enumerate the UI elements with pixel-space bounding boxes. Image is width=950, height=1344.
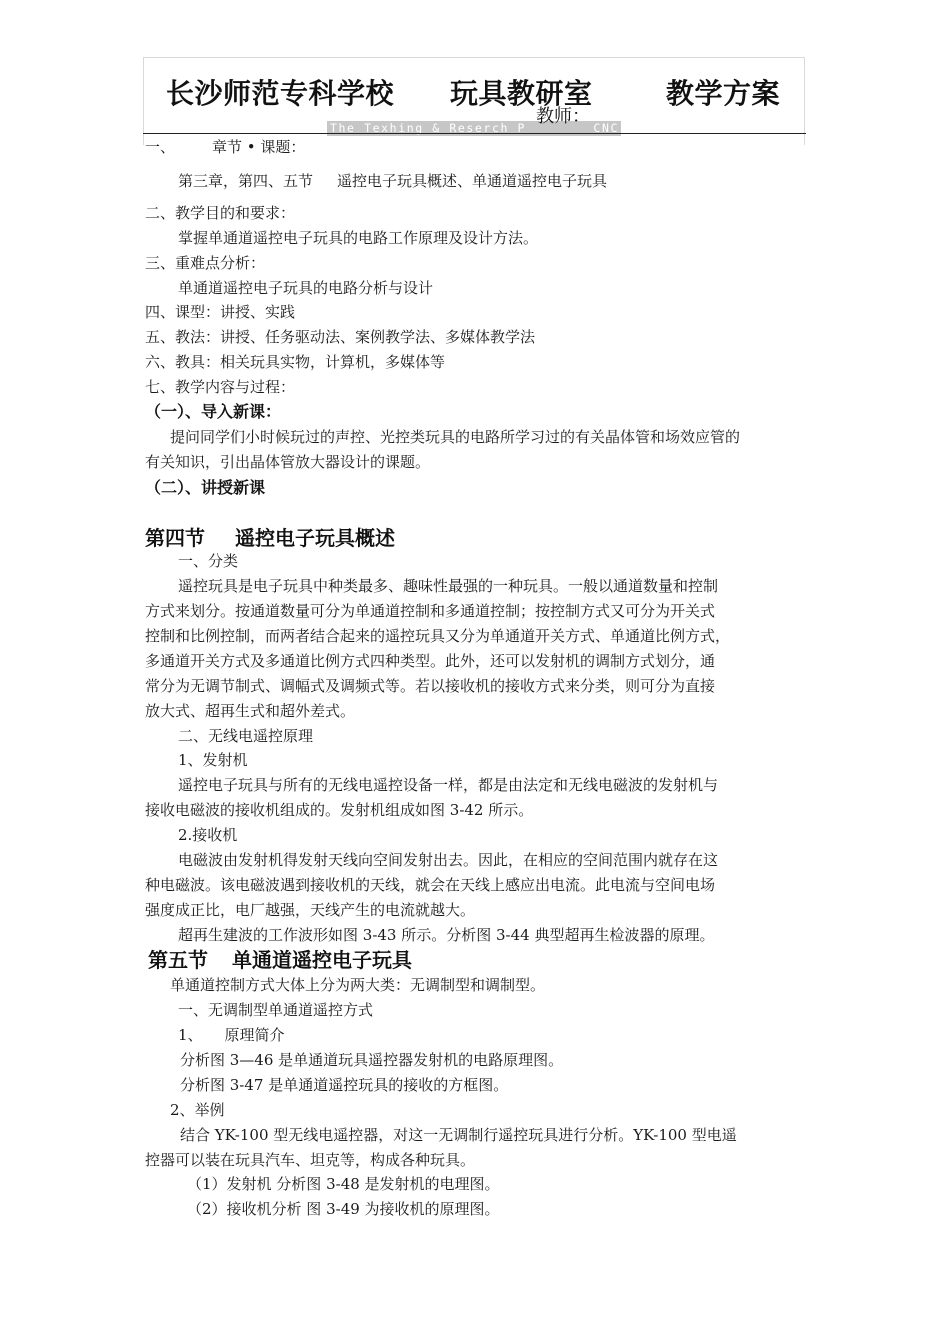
chapter-line — [178, 174, 607, 189]
section-five-heading — [148, 950, 412, 970]
superregen-line: 超再生建波的工作波形如图 3-43 所示。分析图 3-44 典型超再生检波器的原理。 — [178, 926, 715, 944]
section-1-number: 一、 — [145, 138, 176, 156]
transmitter-line-2: 接收电磁波的接收机组成的。发射机组成如图 3-42 所示。 — [145, 801, 534, 819]
section-four-title: 遥控电子玩具概述 — [235, 526, 395, 550]
section-7-line: 七、教学内容与过程： — [145, 378, 296, 396]
single-channel-intro: 单通道控制方式大体上分为两大类：无调制型和调制型。 — [170, 976, 546, 994]
section-3-content: 单通道遥控电子玩具的电路分析与设计 — [178, 279, 434, 297]
section-2-heading: 二、教学目的和要求： — [145, 204, 296, 222]
section-4-line: 四、课型：讲授、实践 — [145, 303, 296, 321]
section-5-line: 五、教法：讲授、任务驱动法、案例教学法、多媒体教学法 — [145, 328, 536, 346]
classification-line-3: 控制和比例控制，而两者结合起来的遥控玩具又分为单通道开关方式、单通道比例方式， — [145, 627, 731, 645]
section-3-heading: 三、重难点分析： — [145, 254, 266, 272]
transmitter-heading: 1、发射机 — [178, 751, 248, 769]
example-line-2: 控器可以装在玩具汽车、坦克等，构成各种玩具。 — [145, 1151, 476, 1169]
school-name: 长沙师范专科学校 — [166, 77, 395, 110]
example-receiver: （2）接收机分析 图 3-49 为接收机的原理图。 — [187, 1200, 500, 1218]
unmodulated-heading: 一、无调制型单通道遥控方式 — [178, 1001, 374, 1019]
principle-number: 1、 — [178, 1026, 203, 1044]
section-2-content: 掌握单通道遥控电子玩具的电路工作原理及设计方法。 — [178, 229, 539, 247]
radio-principle-heading: 二、无线电遥控原理 — [178, 727, 314, 745]
teacher-label: 教师： — [536, 106, 590, 127]
principle-heading — [178, 1028, 285, 1043]
document-type: 教学方案 — [666, 77, 781, 110]
section-1-title: 章节 • 课题： — [212, 138, 306, 156]
part-2-heading: （二）、讲授新课 — [145, 478, 266, 497]
department-name: 玩具教研室 — [450, 77, 593, 110]
section-6-line: 六、教具：相关玩具实物，计算机，多媒体等 — [145, 353, 446, 371]
classification-heading: 一、分类 — [178, 552, 239, 570]
receiver-heading: 2.接收机 — [178, 826, 238, 844]
transmitter-line-1: 遥控电子玩具与所有的无线电遥控设备一样，都是由法定和无线电磁波的发射机与 — [178, 776, 719, 794]
intro-paragraph-line-1: 提问同学们小时候玩过的声控、光控类玩具的电路所学习过的有关晶体管和场效应管的 — [170, 428, 741, 446]
part-1-heading: （一）、导入新课： — [145, 402, 282, 421]
classification-line-1: 遥控玩具是电子玩具中种类最多、趣味性最强的一种玩具。一般以通道数量和控制 — [178, 577, 719, 595]
principle-line-2: 分析图 3-47 是单通道遥控玩具的接收的方框图。 — [180, 1076, 509, 1094]
section-five-title: 单通道遥控电子玩具 — [232, 948, 412, 972]
section-four-number: 第四节 — [145, 526, 205, 550]
section-five-number: 第五节 — [148, 948, 208, 972]
header-rule — [143, 133, 806, 134]
principle-line-1: 分析图 3—46 是单通道玩具遥控器发射机的电路原理图。 — [180, 1051, 564, 1069]
english-subtitle: The Texhing & Reserch P — [330, 121, 527, 135]
principle-title: 原理简介 — [224, 1026, 285, 1044]
receiver-line-2: 种电磁波。该电磁波遇到接收机的天线，就会在天线上感应出电流。此电流与空间电场 — [145, 876, 716, 894]
chapter-number: 第三章，第四、五节 — [178, 172, 314, 190]
classification-line-4: 多通道开关方式及多通道比例方式四种类型。此外，还可以发射机的调制方式划分，通 — [145, 652, 716, 670]
example-heading: 2、举例 — [170, 1101, 225, 1119]
receiver-line-3: 强度成正比，电厂越强，天线产生的电流就越大。 — [145, 901, 476, 919]
classification-line-2: 方式来划分。按通道数量可分为单通道控制和多通道控制；按控制方式又可分为开关式 — [145, 602, 716, 620]
example-transmitter: （1）发射机 分析图 3-48 是发射机的电理图。 — [187, 1175, 500, 1193]
section-four-heading — [145, 528, 395, 548]
receiver-line-1: 电磁波由发射机得发射天线向空间发射出去。因此，在相应的空间范围内就存在这 — [178, 851, 719, 869]
classification-line-6: 放大式、超再生式和超外差式。 — [145, 702, 356, 720]
english-subtitle-tail: CNC — [593, 121, 619, 135]
example-line-1: 结合 YK-100 型无线电遥控器，对这一无调制行遥控玩具进行分析。YK-100 型电遥 — [180, 1126, 737, 1144]
classification-line-5: 常分为无调节制式、调幅式及调频式等。若以接收机的接收方式来分类，则可分为直接 — [145, 677, 716, 695]
chapter-topic: 遥控电子玩具概述、单通道遥控电子玩具 — [337, 172, 608, 190]
intro-paragraph-line-2: 有关知识，引出晶体管放大器设计的课题。 — [145, 453, 431, 471]
